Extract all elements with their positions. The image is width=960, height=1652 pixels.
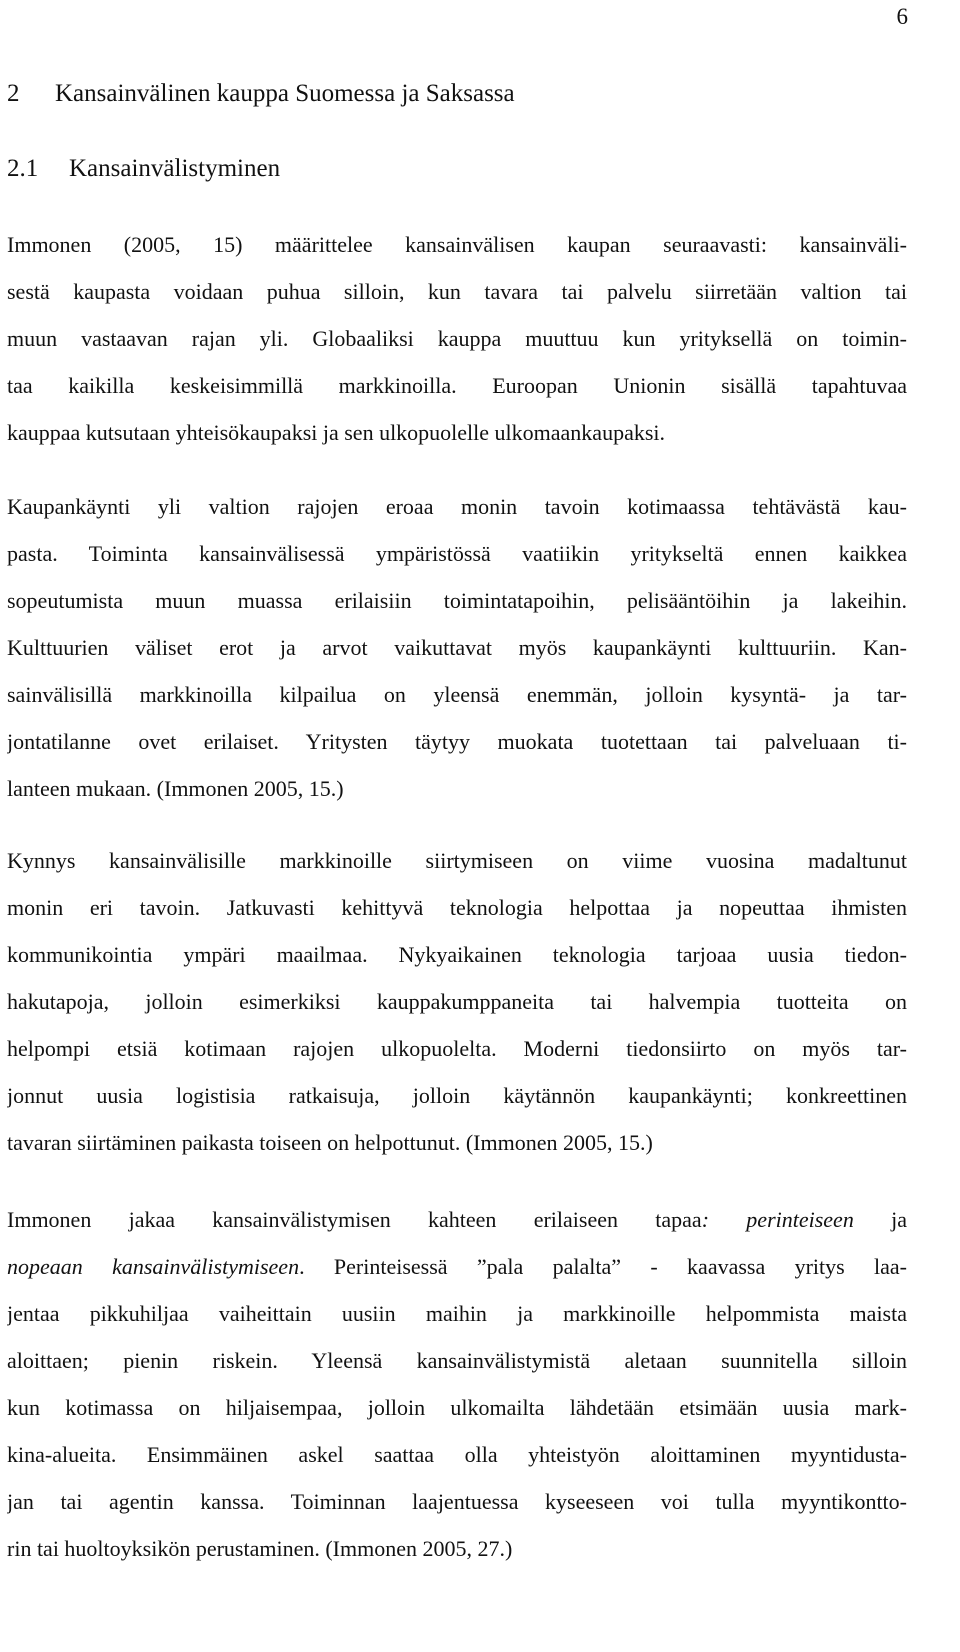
chapter-number: 2: [7, 80, 20, 107]
text-line: jan tai agentin kanssa. Toiminnan laajentuessa kyseeseen voi tulla myyntikontto-: [7, 1489, 907, 1514]
chapter-title: Kansainvälinen kauppa Suomessa ja Saksassa: [55, 80, 515, 107]
text-line: jonnut uusia logistisia ratkaisuja, jolloin käytännön kaupankäynti; konkreettinen: [7, 1083, 907, 1108]
emphasis-text: : perinteiseen: [701, 1207, 854, 1232]
text-line: hakutapoja, jolloin esimerkiksi kauppakumppaneita tai halvempia tuotteita on: [7, 989, 907, 1014]
text-line: muun vastaavan rajan yli. Globaaliksi kauppa muuttuu kun yrityksellä on toimin-: [7, 326, 907, 351]
text-line: sestä kaupasta voidaan puhua silloin, kun tavara tai palvelu siirretään valtion tai: [7, 279, 907, 304]
text-run: ja: [853, 1207, 907, 1232]
text-line: kauppaa kutsutaan yhteisökaupaksi ja sen ulkopuolelle ulkomaankaupaksi.: [7, 420, 666, 445]
text-line: kommunikointia ympäri maailmaa. Nykyaikainen teknologia tarjoaa uusia tiedon-: [7, 942, 907, 967]
page-number: 6: [896, 4, 908, 29]
text-line: jontatilanne ovet erilaiset. Yritysten täytyy muokata tuotettaan tai palveluaan ti-: [7, 729, 907, 754]
text-run: Immonen jakaa kansainvälistymisen kahteen erilaiseen tapaa: [7, 1207, 702, 1232]
text-line: Kulttuurien väliset erot ja arvot vaikuttavat myös kaupankäynti kulttuuriin. Kan-: [7, 635, 907, 660]
text-line: sainvälisillä markkinoilla kilpailua on yleensä enemmän, jolloin kysyntä- ja tar-: [7, 682, 907, 707]
text-line: pasta. Toiminta kansainvälisessä ympäristössä vaatiikin yritykseltä ennen kaikkea: [7, 541, 907, 566]
emphasis-text: nopeaan kansainvälistymiseen: [7, 1254, 300, 1279]
text-line: lanteen mukaan. (Immonen 2005, 15.): [7, 776, 344, 801]
text-line: helpompi etsiä kotimaan rajojen ulkopuolelta. Moderni tiedonsiirto on myös tar-: [7, 1036, 907, 1061]
text-line: kina-alueita. Ensimmäinen askel saattaa olla yhteistyön aloittaminen myyntidusta-: [7, 1442, 907, 1467]
section-title: Kansainvälistyminen: [69, 155, 281, 182]
text-line: Immonen (2005, 15) määrittelee kansainvälisen kaupan seuraavasti: kansainväli-: [7, 232, 907, 257]
text-line: sopeutumista muun muassa erilaisiin toimintatapoihin, pelisääntöihin ja lakeihin.: [7, 588, 907, 613]
text-line: kun kotimassa on hiljaisempaa, jolloin ulkomailta lähdetään etsimään uusia mark-: [7, 1395, 907, 1420]
section-heading: [7, 155, 280, 183]
text-line: Kynnys kansainvälisille markkinoille siirtymiseen on viime vuosina madaltunut: [7, 848, 907, 873]
text-line: taa kaikilla keskeisimmillä markkinoilla. Euroopan Unionin sisällä tapahtuvaa: [7, 373, 907, 398]
text-line: [7, 1254, 907, 1284]
chapter-heading: [7, 80, 515, 108]
text-line: Kaupankäynti yli valtion rajojen eroaa monin tavoin kotimaassa tehtävästä kau-: [7, 494, 907, 519]
text-line: rin tai huoltoyksikön perustaminen. (Immonen 2005, 27.): [7, 1536, 513, 1561]
text-run: . Perinteisessä ”pala palalta” - kaavassa yritys laa-: [299, 1254, 907, 1279]
section-number: 2.1: [7, 155, 39, 182]
text-line: aloittaen; pienin riskein. Yleensä kansainvälistymistä aletaan suunnitella silloin: [7, 1348, 907, 1373]
text-line: monin eri tavoin. Jatkuvasti kehittyvä teknologia helpottaa ja nopeuttaa ihmisten: [7, 895, 907, 920]
text-line: jentaa pikkuhiljaa vaiheittain uusiin maihin ja markkinoille helpommista maista: [7, 1301, 907, 1326]
text-line: [7, 1207, 907, 1237]
text-line: tavaran siirtäminen paikasta toiseen on helpottunut. (Immonen 2005, 15.): [7, 1130, 653, 1155]
